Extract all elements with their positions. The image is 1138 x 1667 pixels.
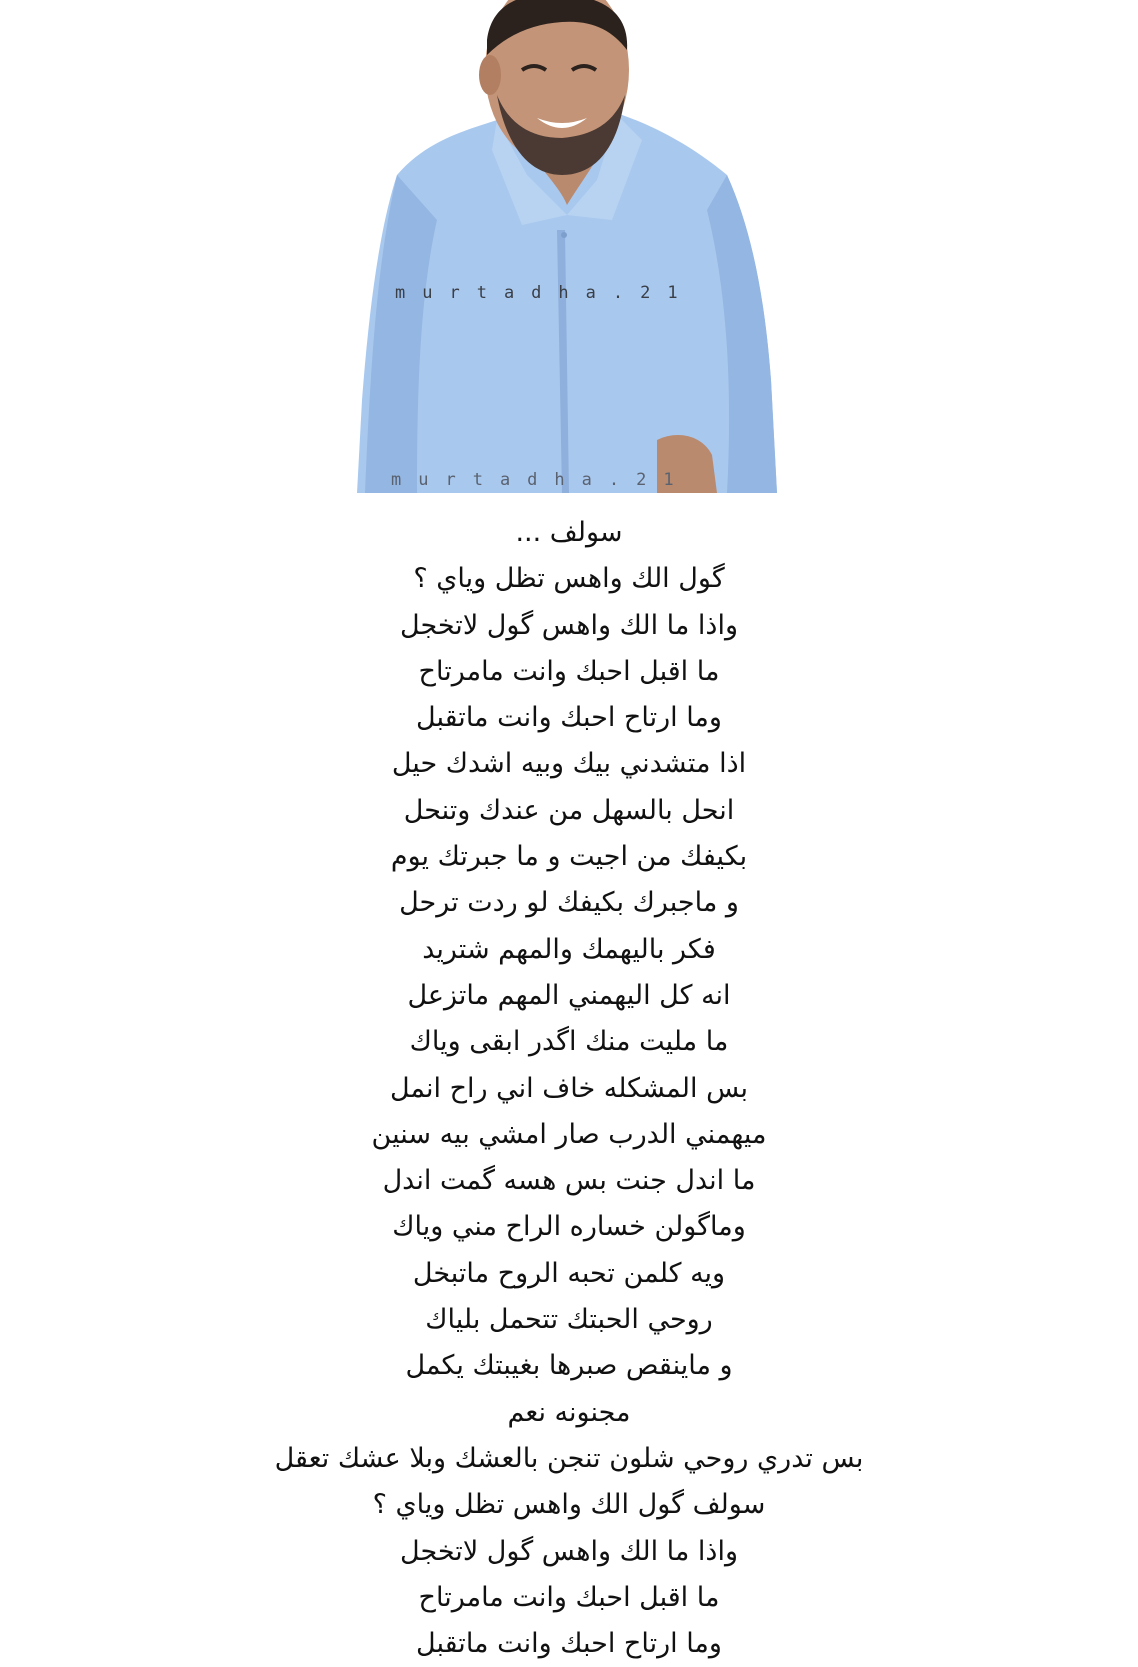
poem-line: ما مليت منك اگدر ابقى وياك bbox=[409, 1026, 729, 1058]
poem-line: بس المشكله خاف اني راح انمل bbox=[389, 1072, 749, 1104]
poem-line: بكيفك من اجيت و ما جبرتك يوم bbox=[390, 841, 748, 873]
poem-line: بس تدري روحي شلون تنجن بالعشك وبلا عشك تعقل bbox=[274, 1442, 864, 1474]
poem-line: ما اندل جنت بس هسه گمت اندل bbox=[382, 1165, 756, 1197]
poem-line: ميهمني الدرب صار امشي بيه سنين bbox=[371, 1118, 767, 1150]
poem-line: و ماينقص صبرها بغيبتك يكمل bbox=[405, 1350, 733, 1382]
poem-line: اذا متشدني بيك وبيه اشدك حيل bbox=[391, 748, 747, 780]
poem-line: ما اقبل احبك وانت مامرتاح bbox=[418, 655, 720, 687]
poem-line: انحل بالسهل من عندك وتنحل bbox=[403, 794, 735, 826]
poem-line: ويه كلمن تحبه الروح ماتبخل bbox=[412, 1257, 726, 1289]
poem-line: واذا ما الك واهس گول لاتخجل bbox=[400, 1535, 738, 1567]
portrait-illustration bbox=[357, 0, 782, 493]
poem-line: وما ارتاح احبك وانت ماتقبل bbox=[416, 702, 722, 734]
poem-line: فكر باليهمك والمهم شتريد bbox=[422, 933, 716, 965]
poem-line: مجنونه نعم bbox=[507, 1396, 631, 1428]
poem-line: ما اقبل احبك وانت مامرتاح bbox=[418, 1581, 720, 1613]
watermark-top: murtadha.21 bbox=[395, 283, 695, 303]
poem-line: روحي الحبتك تتحمل بلياك bbox=[425, 1304, 713, 1336]
poem-line: وما ارتاح احبك وانت ماتقبل bbox=[416, 1628, 722, 1660]
poem-line: وماگولن خساره الراح مني وياك bbox=[392, 1211, 746, 1243]
watermark-bottom: murtadha.21 bbox=[391, 470, 691, 490]
poem-line: سولف گول الك واهس تظل وياي ؟ bbox=[372, 1489, 766, 1521]
poem-line: گول الك واهس تظل وياي ؟ bbox=[413, 563, 725, 595]
poem-text bbox=[0, 510, 1138, 1667]
portrait-photo bbox=[357, 0, 782, 493]
poem-line: واذا ما الك واهس گول لاتخجل bbox=[400, 609, 738, 641]
poem-line: و ماجبرك بكيفك لو ردت ترحل bbox=[399, 887, 739, 919]
poem-line: انه كل اليهمني المهم ماتزعل bbox=[407, 979, 731, 1011]
poem-line: سولف ... bbox=[515, 517, 623, 548]
